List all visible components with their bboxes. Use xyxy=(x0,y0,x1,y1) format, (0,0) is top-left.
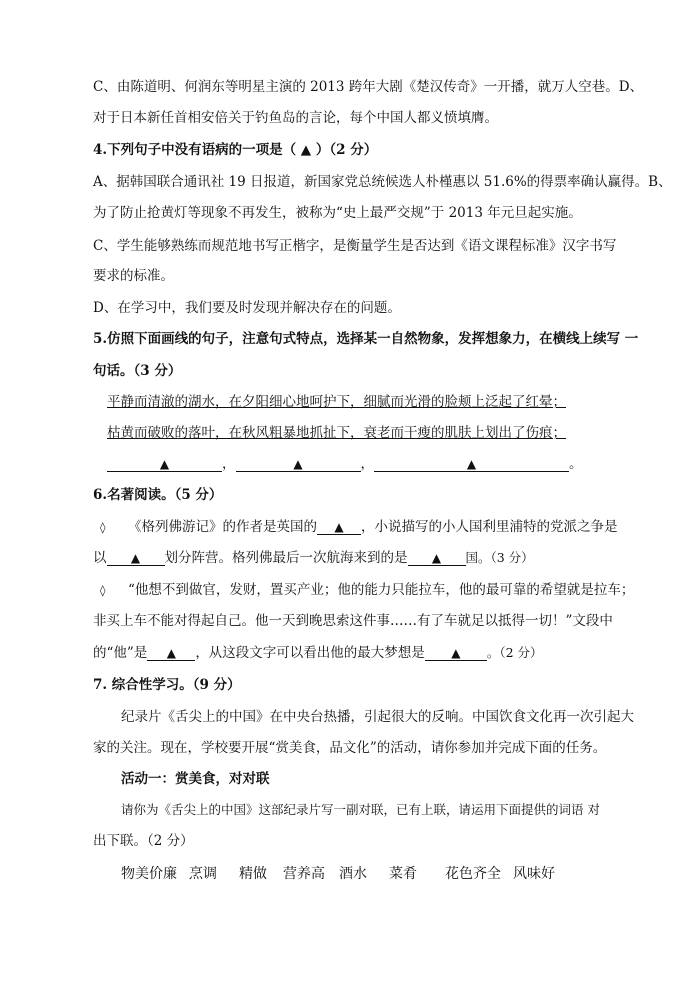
q7-intro: 纪录片《舌尖上的中国》在中央台热播，引起很大的反响。中国饮食文化再一次引起大 xyxy=(121,709,634,725)
word-item: 酒水 xyxy=(339,866,367,882)
q5-blank-3[interactable]: ▲ xyxy=(374,455,569,472)
q5-blank-2[interactable]: ▲ xyxy=(236,455,361,472)
q6-blank-faction[interactable]: ▲ xyxy=(107,549,165,566)
q4-option-d: D、在学习中，我们要及时发现并解决存在的问题。 xyxy=(93,300,401,316)
q7-activity-1-title: 活动一：赏美食，对对联 xyxy=(121,771,270,787)
q6-title: 6.名著阅读。（5 分） xyxy=(93,487,223,503)
word-item: 花色齐全 xyxy=(445,866,501,882)
q5-title-cont: 句话。（3 分） xyxy=(93,363,182,379)
q6-item-1: ◊ 《格列佛游记》的作者是英国的 ▲ ，小说描写的小人国利里浦特的党派之争是 xyxy=(100,519,618,535)
word-item: 精做 xyxy=(239,866,267,882)
q3-option-d: 对于日本新任首相安倍关于钓鱼岛的言论，每个中国人都义愤填膺。 xyxy=(93,110,498,126)
q6-item-2-question: 的“他”是 ▲ ，从这段文字可以看出他的最大梦想是 ▲ 。（2 分） xyxy=(93,645,543,661)
word-item: 风味好 xyxy=(513,866,555,882)
q7-word-bank xyxy=(121,865,555,883)
q5-blank-1[interactable]: ▲ xyxy=(107,455,222,472)
q5-sample-sentence-1: 平静而清澈的湖水，在夕阳细心地呵护下，细腻而光滑的脸颊上泛起了红晕； xyxy=(107,394,566,410)
q6-item-2: ◊ “他想不到做官，发财，置买产业；他的能力只能拉车，他的最可靠的希望就是拉车； xyxy=(100,582,635,598)
q4-option-c: C、学生能够熟练而规范地书写正楷字，是衡量学生是否达到《语文课程标准》汉字书写 xyxy=(93,238,617,254)
q6-item-2-cont: 非买上车不能对得起自己。他一天到晚思索这件事……有了车就足以抵得一切！”文段中 xyxy=(93,613,613,629)
q5-title: 5.仿照下面画线的句子，注意句式特点，选择某一自然物象，发挥想象力，在横线上续写 一 xyxy=(93,331,639,347)
q4-option-c-cont: 要求的标准。 xyxy=(93,268,174,284)
bullet-icon: ◊ xyxy=(100,584,106,597)
word-item: 烹调 xyxy=(189,866,217,882)
q5-sample-sentence-2: 枯黄而破败的落叶，在秋风粗暴地抓扯下，衰老而干瘦的肌肤上划出了伤痕； xyxy=(107,425,566,441)
word-item: 物美价廉 xyxy=(121,866,177,882)
word-item: 菜肴 xyxy=(389,866,417,882)
q7-intro-cont: 家的关注。现在，学校要开展“赏美食，品文化”的活动，请你参加并完成下面的任务。 xyxy=(93,740,607,756)
q7-title: 7. 综合性学习。（9 分） xyxy=(93,677,241,693)
q4-option-b: 为了防止抢黄灯等现象不再发生，被称为“史上最严交规”于 2013 年元旦起实施。 xyxy=(93,205,582,221)
q4-title: 4.下列句子中没有语病的一项是（ ▲ ）（2 分） xyxy=(93,142,378,158)
word-item: 营养高 xyxy=(283,866,325,882)
q6-blank-country[interactable]: ▲ xyxy=(408,549,466,566)
q7-task: 请你为《舌尖上的中国》这部纪录片写一副对联，已有上联，请运用下面提供的词语 对 xyxy=(121,802,600,817)
q7-task-cont: 出下联。（2 分） xyxy=(93,833,194,849)
q5-answer-line: ▲ ， ▲ ， ▲ 。 xyxy=(107,455,583,473)
q6-blank-dream[interactable]: ▲ xyxy=(425,644,487,661)
q6-item-1-cont: 以 ▲ 划分阵营。格列佛最后一次航海来到的是 ▲ 国。（3 分） xyxy=(93,550,534,566)
q3-option-c: C、由陈道明、何润东等明星主演的 2013 跨年大剧《楚汉传奇》一开播，就万人空巷。D、 xyxy=(93,79,644,95)
bullet-icon: ◊ xyxy=(100,521,106,534)
q6-blank-he[interactable]: ▲ xyxy=(147,644,195,661)
q4-option-a: A、据韩国联合通讯社 19 日报道，新国家党总统候选人朴槿惠以 51.6%的得票率确认赢得。B、 xyxy=(93,174,672,190)
q6-blank-author[interactable]: ▲ xyxy=(317,518,361,535)
